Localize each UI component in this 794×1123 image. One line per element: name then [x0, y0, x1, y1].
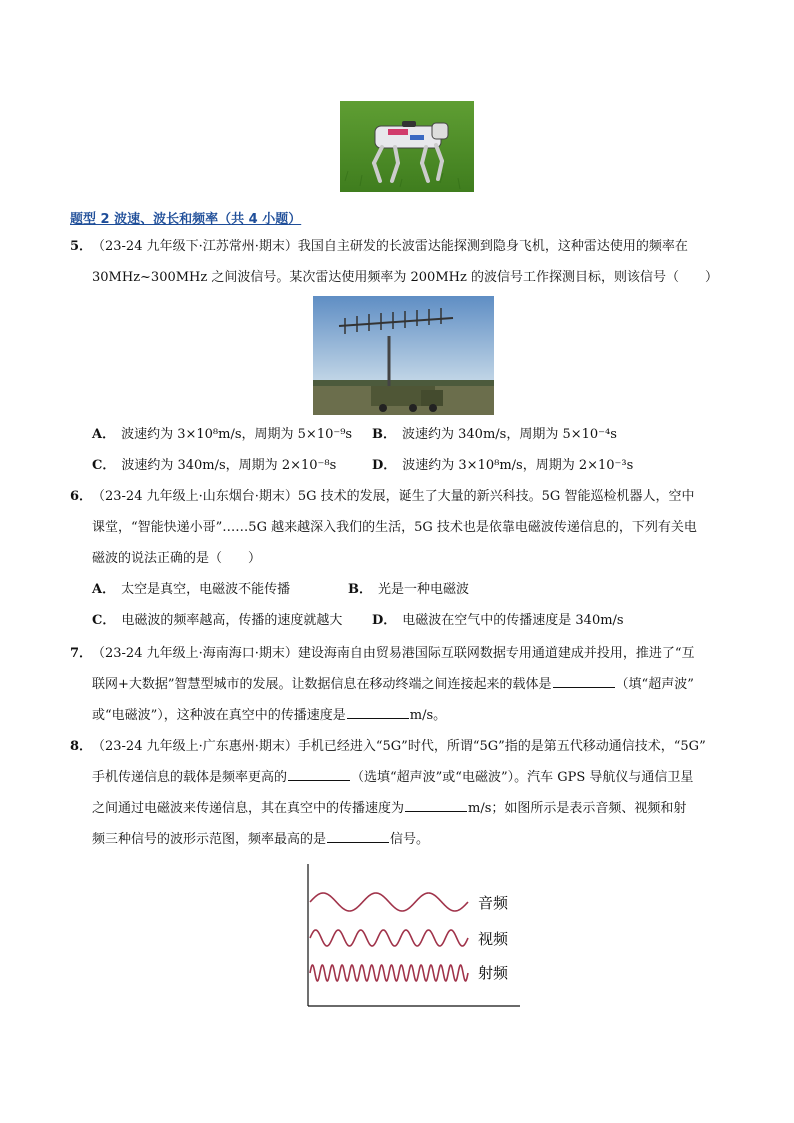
q5-option-b-text: 波速约为 340m/s，周期为 5×10⁻⁴s: [402, 427, 617, 442]
q8-line2-start: 手机传递信息的载体是频率更高的: [92, 770, 288, 785]
q6-option-c[interactable]: [92, 611, 342, 631]
q5-option-d[interactable]: [372, 456, 633, 476]
q8-blank-carrier[interactable]: [288, 768, 350, 781]
q5-line2: 30MHz~300MHz 之间波信号。某次雷达使用频率为 200MHz 的波信号工作探测目标，则该信号（ ）: [92, 270, 718, 285]
robot-dog-photo: [340, 101, 474, 192]
q6-option-d-text: 电磁波在空气中的传播速度是 340m/s: [402, 613, 624, 628]
q6-option-a[interactable]: [92, 580, 290, 600]
q7-line1: （23-24 九年级上·海南海口·期末）建设海南自由贸易港国际互联网数据专用通道建成并投用，推进了“互: [92, 646, 695, 661]
q5-option-b[interactable]: [372, 425, 617, 445]
q7-line3-start: 或“电磁波”），这种波在真空中的传播速度是: [92, 708, 346, 723]
q5-option-c[interactable]: [92, 456, 336, 476]
audio-wave: [310, 893, 468, 911]
rf-label: 射频: [478, 964, 509, 982]
q7-line2: [92, 675, 734, 695]
q8-line3-start: 之间通过电磁波来传递信息，其在真空中的传播速度为: [92, 801, 405, 816]
q5-option-a[interactable]: [92, 425, 352, 445]
video-wave: [310, 930, 468, 946]
q8-line4: [92, 830, 734, 850]
q7-line2-end: （填“超声波”: [615, 677, 694, 692]
radar-photo: [313, 296, 494, 415]
q5-option-d-text: 波速约为 3×10⁸m/s，周期为 2×10⁻³s: [402, 458, 634, 473]
q6-option-b-text: 光是一种电磁波: [378, 582, 470, 597]
rf-wave: [310, 965, 468, 981]
audio-label: 音频: [478, 894, 509, 912]
q8-line4-start: 频三种信号的波形示范图，频率最高的是: [92, 832, 327, 847]
q6-line1: （23-24 九年级上·山东烟台·期末）5G 技术的发展，诞生了大量的新兴科技。5G 智能巡检机器人，空中: [92, 489, 695, 504]
q5-option-a-label: A．: [92, 427, 116, 442]
q8-blank-highest[interactable]: [327, 830, 389, 843]
q6-option-a-label: A．: [92, 582, 116, 597]
q5-option-a-text: 波速约为 3×10⁸m/s，周期为 5×10⁻⁹s: [121, 427, 353, 442]
q6-number: 6．: [70, 489, 93, 504]
wave-figure: [300, 864, 530, 1012]
q6-option-b[interactable]: [348, 580, 469, 600]
q8-number: 8．: [70, 739, 93, 754]
q5-option-c-label: C．: [92, 458, 116, 473]
q6-option-b-label: B．: [348, 582, 372, 597]
q5-number: 5．: [70, 239, 93, 254]
q7-line3: [92, 706, 734, 726]
q7-blank-speed[interactable]: [347, 706, 409, 719]
q5-line1: （23-24 九年级下·江苏常州·期末）我国自主研发的长波雷达能探测到隐身飞机，这种雷达使用的频率在: [92, 239, 688, 254]
q5-option-d-label: D．: [372, 458, 397, 473]
q6-line2: 课堂，“智能快递小哥”……5G 越来越深入我们的生活，5G 技术也是依靠电磁波传递信息的，下列有关电: [92, 520, 697, 535]
q7-line3-end: m/s。: [409, 708, 447, 723]
q7-blank-carrier[interactable]: [553, 675, 615, 688]
q7-number: 7．: [70, 646, 93, 661]
q8-line3: [92, 799, 734, 819]
q6-option-c-text: 电磁波的频率越高，传播的速度就越大: [121, 613, 343, 628]
video-label: 视频: [478, 930, 509, 948]
q5-option-b-label: B．: [372, 427, 396, 442]
q8-blank-speed[interactable]: [405, 799, 467, 812]
q6-option-a-text: 太空是真空，电磁波不能传播: [121, 582, 291, 597]
q6-option-c-label: C．: [92, 613, 116, 628]
q8-line3-end: m/s；如图所示是表示音频、视频和射: [468, 801, 687, 816]
q8-line2: [92, 768, 734, 788]
q6-line3: 磁波的说法正确的是（ ）: [92, 551, 262, 566]
q6-option-d-label: D．: [372, 613, 397, 628]
q8-line1: （23-24 九年级上·广东惠州·期末）手机已经进入“5G”时代，所谓“5G”指的是第五代移动通信技术，“5G”: [92, 739, 706, 754]
q6-option-d[interactable]: [372, 611, 624, 631]
q8-line2-end: （选填“超声波”或“电磁波”）。汽车 GPS 导航仪与通信卫星: [351, 770, 694, 785]
q7-line2-start: 联网+大数据”智慧型城市的发展。让数据信息在移动终端之间连接起来的载体是: [92, 677, 552, 692]
q5-option-c-text: 波速约为 340m/s，周期为 2×10⁻⁸s: [121, 458, 337, 473]
q8-line4-end: 信号。: [390, 832, 430, 847]
section-heading: 题型 2 波速、波长和频率（共 4 小题）: [70, 212, 302, 227]
